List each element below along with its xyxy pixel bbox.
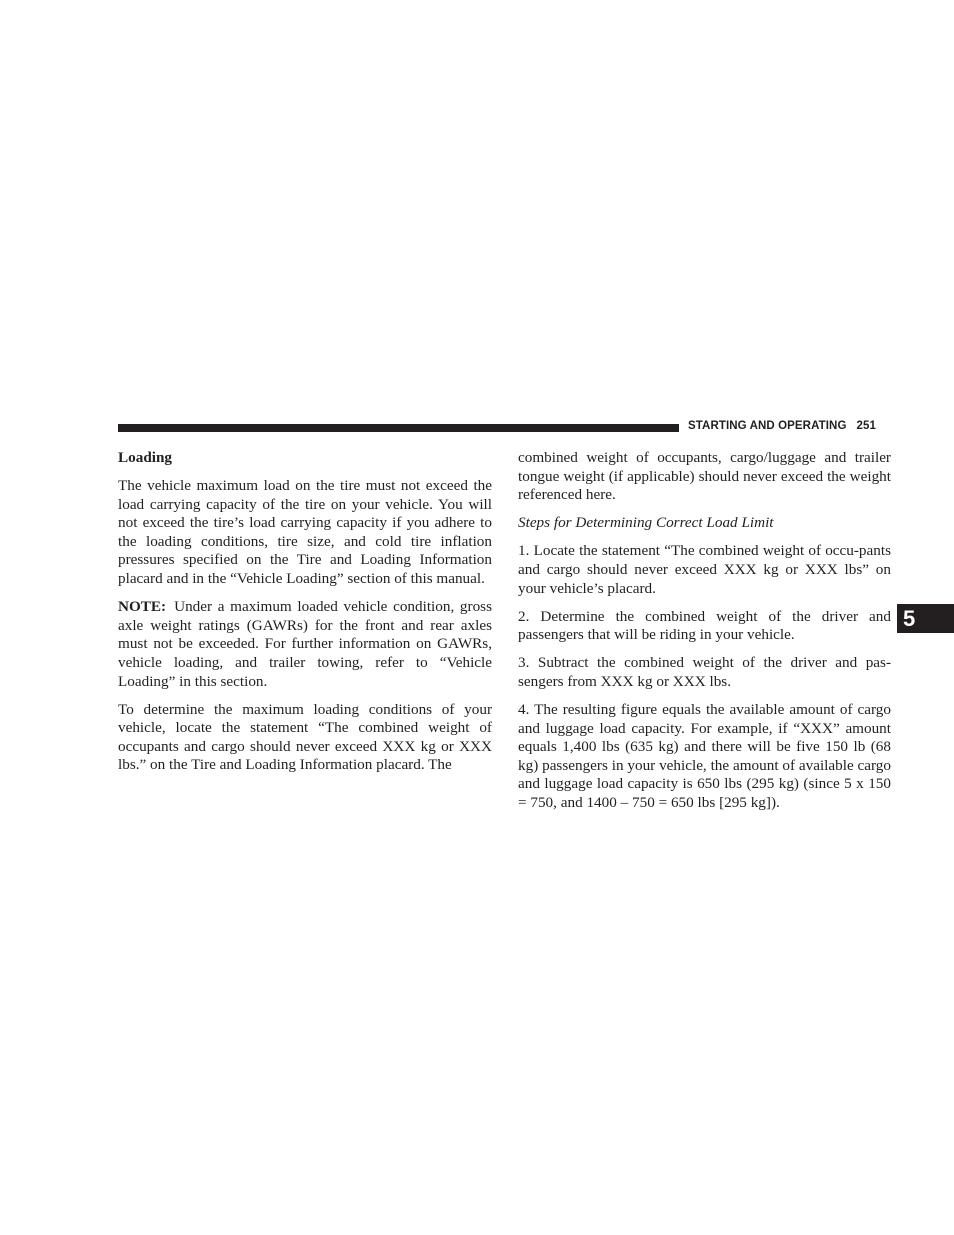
page-number: 251: [856, 420, 877, 432]
note-text: Under a maximum loaded vehicle condition, gross axle weight ratings (GAWRs) for the front and rear axles must not be exceeded. For further information on GAWRs, vehicle loading, and trailer towing, refer to “Vehicle Loading” in this section.: [118, 598, 492, 690]
determine-paragraph: To determine the maximum loading conditions of your vehicle, locate the statement “The combined weight of occupants and cargo should never exceed XXX kg or XXX lbs.” on the Tire and Loading Information placard. The: [118, 700, 492, 774]
section-title: STARTING AND OPERATING: [688, 420, 847, 432]
continued-paragraph: combined weight of occupants, cargo/luggage and trailer tongue weight (if applicable) should never exceed the weight referenced here.: [518, 449, 891, 504]
chapter-tab: 5: [897, 604, 954, 633]
loading-paragraph: The vehicle maximum load on the tire must not exceed the load carrying capacity of the tire on your vehicle. You will not exceed the tire’s load carrying capacity if you adhere to the loading conditions, tire size, and cold tire inflation pressures specified on the Tire and Loading Information placard and in the “Vehicle Loading” section of this manual.: [118, 477, 492, 588]
step-2: 2. Determine the combined weight of the driver and passengers that will be riding in your vehicle.: [518, 607, 891, 644]
running-header: [688, 420, 876, 432]
note-label: NOTE:: [118, 598, 167, 616]
section-heading: Loading: [118, 449, 173, 466]
header-rule: [118, 424, 679, 432]
left-column: [118, 449, 492, 785]
right-column: [518, 449, 891, 822]
steps-subheading: Steps for Determining Correct Load Limit: [518, 514, 774, 532]
step-3: 3. Subtract the combined weight of the driver and pas-sengers from XXX kg or XXX lbs.: [518, 654, 891, 690]
step-1: 1. Locate the statement “The combined weight of occu-pants and cargo should never exceed XXX kg or XXX lbs” on your vehicle’s placard.: [518, 542, 891, 597]
step-4: 4. The resulting figure equals the available amount of cargo and luggage load capacity. For example, if “XXX” amount equals 1,400 lbs (635 kg) and there will be five 150 lb (68 kg) passengers in your vehicle, the amount of available cargo and luggage load capacity is 650 lbs (295 kg) (since 5 x 150 = 750, and 1400 – 750 = 650 lbs [295 kg]).: [518, 701, 891, 811]
note-paragraph: [118, 598, 492, 691]
